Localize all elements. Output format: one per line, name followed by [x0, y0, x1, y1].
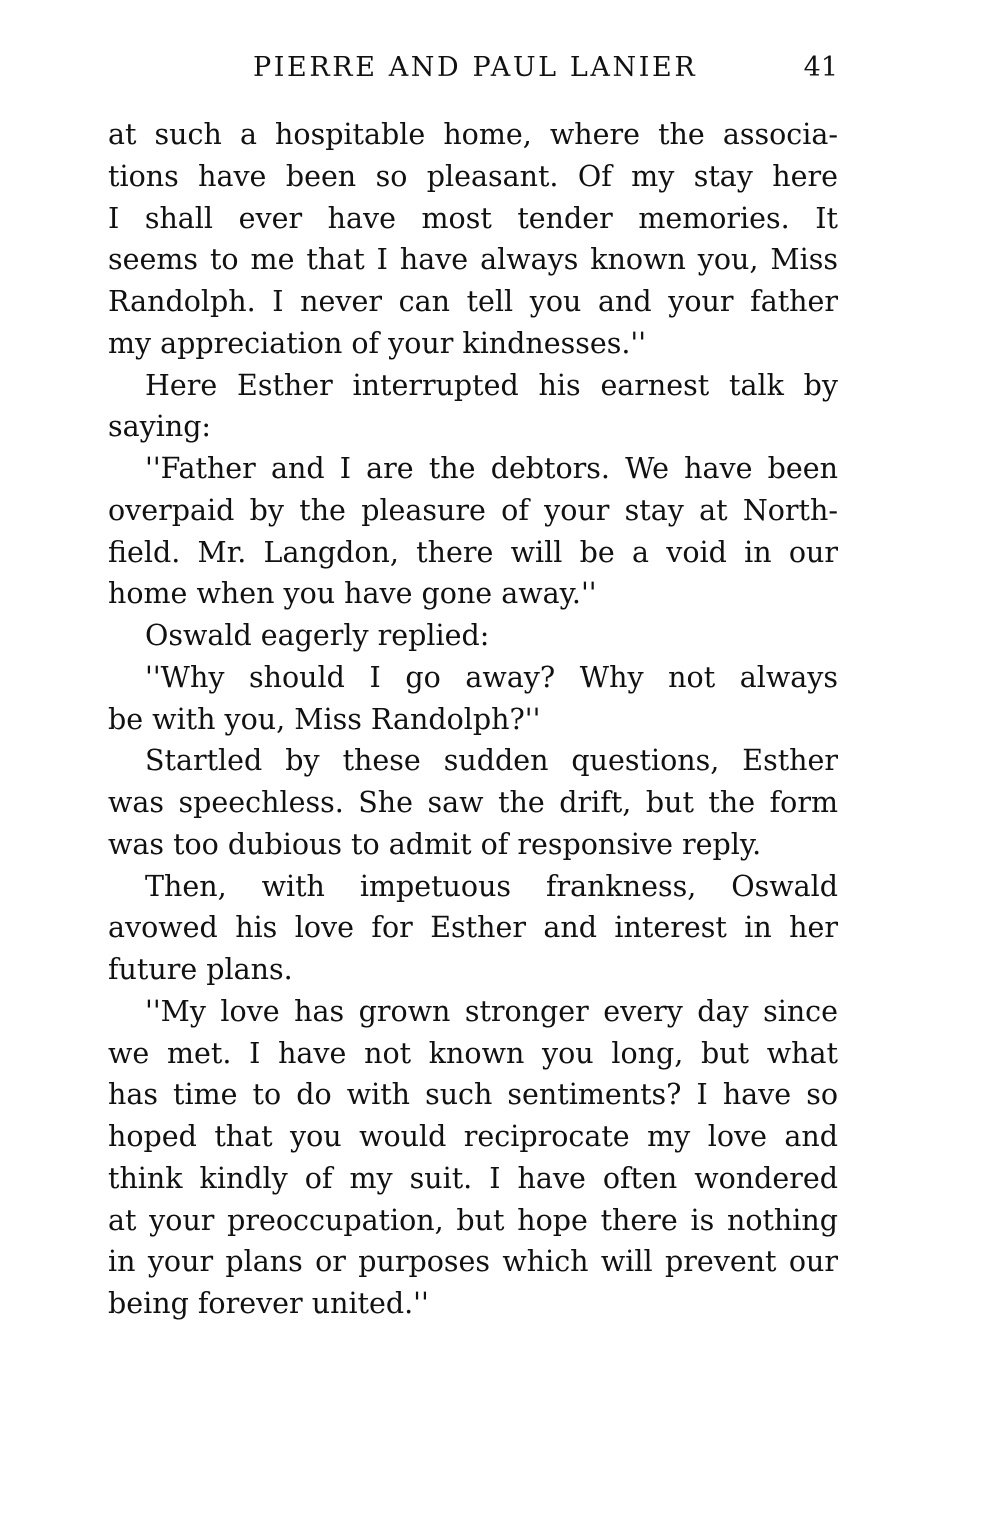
text-line: Then, with impetuous frankness, Oswald — [145, 869, 838, 903]
text-line: ''Father and I are the debtors. We have been — [145, 452, 838, 485]
text-line: ''My love has grown stronger every day since — [145, 994, 838, 1028]
text-line: think kindly of my suit. I have often wondered — [108, 1161, 838, 1195]
text-line: I shall ever have most tender memories. It — [108, 201, 838, 235]
text-line: Startled by these sudden questions, Esther — [145, 744, 838, 778]
text-line: Randolph. I never can tell you and your father — [108, 285, 838, 318]
page-number: 41 — [803, 52, 838, 83]
text-line: seems to me that I have always known you, Miss — [108, 243, 838, 277]
text-line: Oswald eagerly replied: — [145, 619, 490, 652]
text-line: my appreciation of your kindnesses.'' — [108, 326, 647, 360]
text-line: ''Why should I go away? Why not always — [145, 660, 838, 694]
text-line: field. Mr. Langdon, there will be a void in our — [108, 535, 838, 569]
text-line: future plans. — [108, 953, 293, 986]
text-line: was too dubious to admit of responsive reply. — [108, 827, 762, 861]
text-line: tions have been so pleasant. Of my stay here — [108, 159, 838, 193]
text-line: in your plans or purposes which will prevent our — [108, 1245, 838, 1279]
text-line: being forever united.'' — [108, 1287, 429, 1320]
text-line: saying: — [108, 410, 212, 444]
text-line: home when you have gone away.'' — [108, 577, 597, 611]
text-line: hoped that you would reciprocate my love and — [108, 1120, 838, 1153]
running-head: PIERRE AND PAUL LANIER — [253, 52, 698, 83]
text-line: was speechless. She saw the drift, but the form — [108, 786, 838, 819]
text-line: avowed his love for Esther and interest in her — [108, 911, 838, 945]
page-header — [108, 52, 838, 96]
text-line: be with you, Miss Randolph?'' — [108, 702, 541, 736]
text-line: at such a hospitable home, where the associa- — [108, 118, 838, 151]
text-line: at your preoccupation, but hope there is nothing — [108, 1203, 838, 1237]
text-line: overpaid by the pleasure of your stay at North- — [108, 493, 838, 527]
body-text — [108, 114, 838, 1325]
text-line: Here Esther interrupted his earnest talk by — [145, 368, 838, 402]
text-line: we met. I have not known you long, but what — [108, 1036, 838, 1070]
text-line: has time to do with such sentiments? I have so — [108, 1078, 838, 1112]
